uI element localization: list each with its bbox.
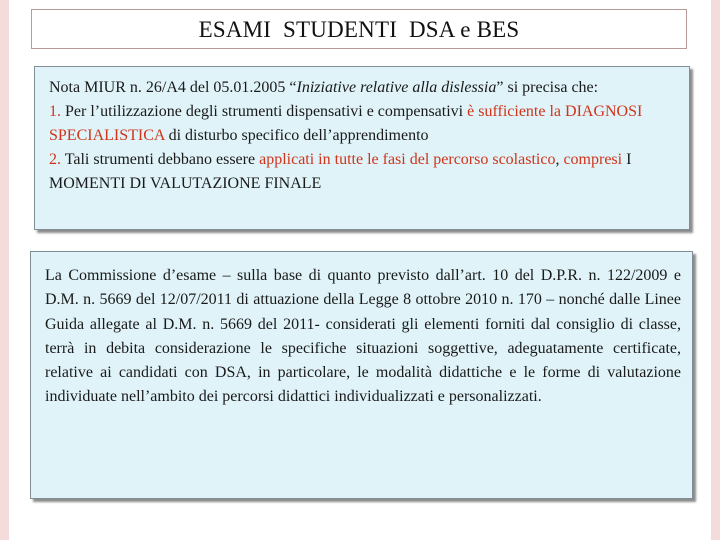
item2-highlight: applicati in tutte le fasi del percorso scolastico [259,151,556,168]
miur-note-box [34,66,690,230]
item2-text-end: I MOMENTI DI VALUTAZIONE FINALE [49,151,632,192]
commission-text: La Commissione d’esame – sulla base di quanto previsto dall’art. 10 del D.P.R. n. 122/2009 e D.M. n. 5669 del 12/07/2011 di attuazione della Legge 8 ottobre 2010 n. 170 – nonché dalle Linee Guida allegate al D.M. n. 5669 del 2011- considerati gli elementi forniti dal consiglio di classe, terrà in debita considerazione le specifiche situazioni soggettive, adeguatamente certificate, relative ai candidati con DSA, in particolare, le modalità didattiche e le forme di valutazione individuate nell’ambito dei percorsi didattici individualizzati e personalizzati. [45,267,681,406]
commission-box [30,251,693,499]
note-intro-start: Nota MIUR n. 26/A4 del 05.01.2005 “ [49,79,297,96]
item1-highlight: è sufficiente la DIAGNOSI SPECIALISTICA [49,103,643,144]
item2-number: 2. [49,151,61,168]
item1-number: 1. [49,103,61,120]
item2-highlight-compresi: compresi [563,151,623,168]
note-intro-end: ” si precisa che: [496,79,599,96]
item1-text-start: Per l’utilizzazione degli strumenti dispensativi e compensativi [61,103,468,120]
left-decorative-stripe [0,0,9,540]
page-title: ESAMI STUDENTI DSA e BES [198,17,520,42]
item2-text-start: Tali strumenti debbano essere [61,151,260,168]
right-decorative-stripe [711,0,720,540]
title-box [31,9,687,49]
item2-comma: , [555,151,564,168]
miur-note-text [49,76,679,196]
note-intro-italic: Iniziative relative alla dislessia [296,79,497,96]
item1-text-end: di disturbo specifico dell’apprendimento [164,127,429,144]
